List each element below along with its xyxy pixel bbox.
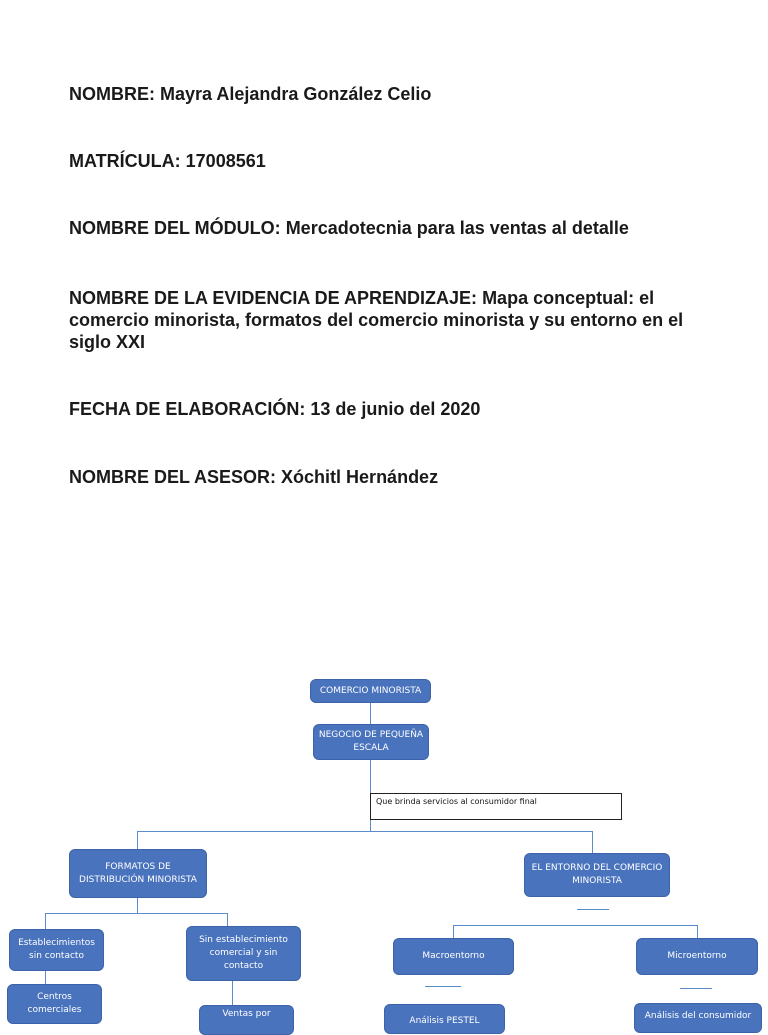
connector <box>137 898 138 913</box>
node-sin-establecimiento: Sin establecimiento comercial y sin contacto <box>186 926 301 981</box>
field-label: NOMBRE: <box>69 84 155 104</box>
connector <box>45 971 46 984</box>
field-value: Mapa conceptual: el comercio minorista, formatos del comercio minorista y su entorno en el siglo XXI <box>69 288 684 352</box>
field-label: NOMBRE DE LA EVIDENCIA DE APRENDIZAJE: <box>69 288 478 308</box>
node-ventas-por: Ventas por <box>199 1005 294 1035</box>
connector <box>45 913 227 914</box>
field-matricula <box>69 150 709 172</box>
connector <box>137 831 138 849</box>
field-label: NOMBRE DEL ASESOR: <box>69 467 277 487</box>
field-value: 13 de junio del 2020 <box>310 399 481 419</box>
field-modulo <box>69 217 709 239</box>
node-establecimientos: Establecimientos sin contacto <box>9 929 104 971</box>
field-value: Mercadotecnia para las ventas al detalle <box>285 218 629 238</box>
connector <box>45 913 46 929</box>
field-value: Mayra Alejandra González Celio <box>160 84 432 104</box>
connector <box>425 986 461 987</box>
connector <box>577 909 609 910</box>
node-analisis-pestel: Análisis PESTEL <box>384 1004 505 1034</box>
field-asesor <box>69 466 709 488</box>
connector <box>227 913 228 926</box>
connector <box>137 831 592 832</box>
node-centros-comerciales: Centros comerciales <box>7 984 102 1024</box>
connector <box>232 981 233 1005</box>
node-macroentorno: Macroentorno <box>393 938 514 975</box>
field-value: Xóchitl Hernández <box>281 467 439 487</box>
connector <box>680 988 712 989</box>
field-nombre <box>69 83 709 105</box>
node-comercio-minorista: COMERCIO MINORISTA <box>310 679 431 703</box>
connector <box>453 925 454 938</box>
connector <box>697 925 698 938</box>
field-fecha <box>69 398 709 420</box>
connector <box>592 831 593 853</box>
field-label: NOMBRE DEL MÓDULO: <box>69 218 281 238</box>
note-consumidor-final: Que brinda servicios al consumidor final <box>370 793 622 820</box>
concept-map <box>0 660 768 1024</box>
node-microentorno: Microentorno <box>636 938 758 975</box>
field-label: MATRÍCULA: <box>69 151 181 171</box>
node-analisis-consumidor: Análisis del consumidor <box>634 1003 762 1033</box>
node-formatos-distribucion: FORMATOS DE DISTRIBUCIÓN MINORISTA <box>69 849 207 898</box>
field-label: FECHA DE ELABORACIÓN: <box>69 399 306 419</box>
field-value: 17008561 <box>185 151 266 171</box>
connector <box>370 703 371 724</box>
node-negocio-pequena-escala: NEGOCIO DE PEQUEÑA ESCALA <box>313 724 429 760</box>
field-evidencia <box>69 287 689 353</box>
connector <box>453 925 697 926</box>
node-entorno-comercio: EL ENTORNO DEL COMERCIO MINORISTA <box>524 853 670 897</box>
